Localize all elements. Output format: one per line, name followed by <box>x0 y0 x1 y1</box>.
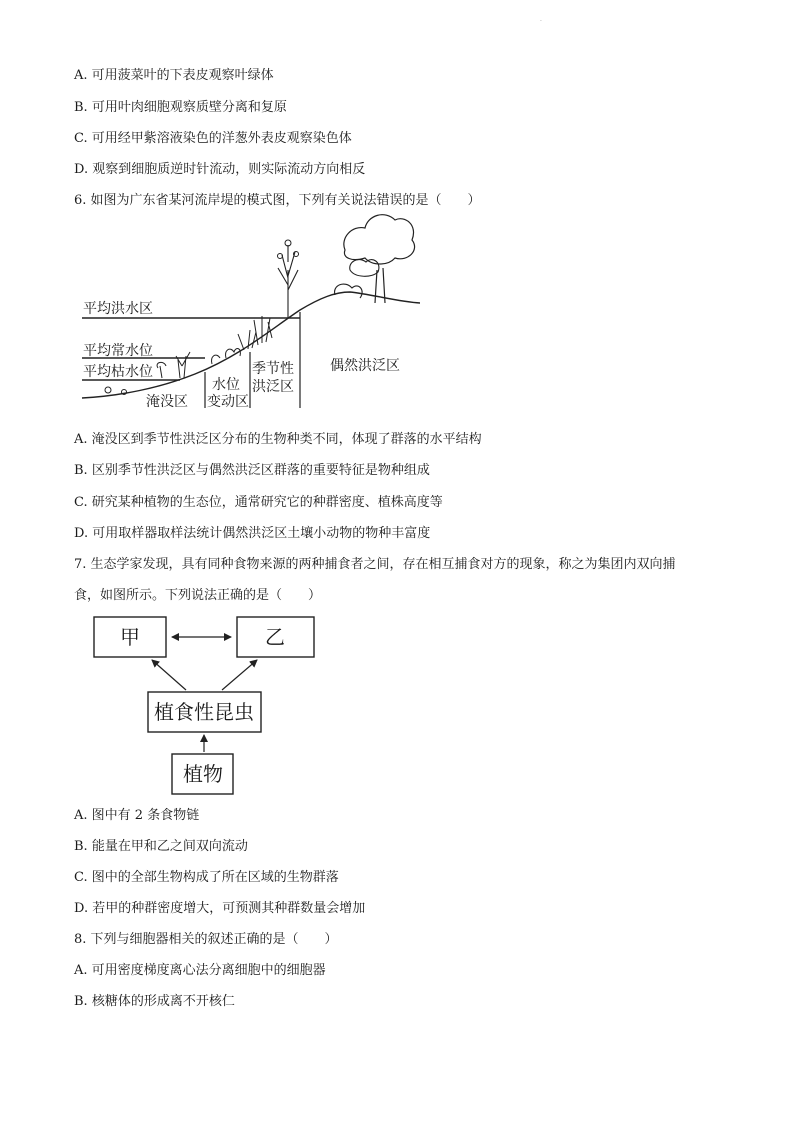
box-insect <box>148 692 261 732</box>
text-yi: 乙 <box>265 625 285 649</box>
q8-stem: 8. 下列与细胞器相关的叙述正确的是（ ） <box>74 932 338 947</box>
q5-option-a: A. 可用菠菜叶的下表皮观察叶绿体 <box>74 68 274 83</box>
text-plant: 植物 <box>183 762 223 786</box>
label-occasional: 偶然洪泛区 <box>330 358 400 374</box>
box-jia <box>94 617 166 657</box>
arrow-insect-yi <box>222 660 257 690</box>
q5-option-c: C. 可用经甲紫溶液染色的洋葱外表皮观察染色体 <box>74 131 352 146</box>
q6-stem: 6. 如图为广东省某河流岸堤的模式图，下列有关说法错误的是（ ） <box>74 193 481 208</box>
q8-option-a: A. 可用密度梯度离心法分离细胞中的细胞器 <box>74 963 326 978</box>
label-water-change-1: 水位 <box>212 377 240 393</box>
arrow-insect-jia <box>152 660 186 690</box>
q6-option-b: B. 区别季节性洪泛区与偶然洪泛区群落的重要特征是物种组成 <box>74 463 430 478</box>
q7-option-d: D. 若甲的种群密度增大，可预测其种群数量会增加 <box>74 901 366 916</box>
label-seasonal-2: 洪泛区 <box>252 379 294 395</box>
q6-option-c: C. 研究某种植物的生态位，通常研究它的种群密度、植株高度等 <box>74 495 443 510</box>
q6-option-d: D. 可用取样器取样法统计偶然洪泛区土壤小动物的物种丰富度 <box>74 526 431 541</box>
q8-option-b: B. 核糖体的形成离不开核仁 <box>74 994 235 1009</box>
label-submerged: 淹没区 <box>146 394 188 410</box>
q5-option-d: D. 观察到细胞质逆时针流动，则实际流动方向相反 <box>74 162 366 177</box>
box-yi <box>237 617 314 657</box>
box-plant <box>172 754 233 794</box>
label-flood-avg: 平均洪水区 <box>83 301 153 317</box>
q7-option-c: C. 图中的全部生物构成了所在区域的生物群落 <box>74 870 339 885</box>
q7-stem-line2: 食，如图所示。下列说法正确的是（ ） <box>74 588 322 603</box>
q7-stem-line1: 7. 生态学家发现，具有同种食物来源的两种捕食者之间，存在相互捕食对方的现象，称之为集团内双向捕 <box>74 557 676 572</box>
text-insect: 植食性昆虫 <box>154 700 254 724</box>
q7-option-b: B. 能量在甲和乙之间双向流动 <box>74 839 248 854</box>
scan-dot: · <box>540 18 542 25</box>
label-seasonal-1: 季节性 <box>252 361 294 377</box>
q5-option-b: B. 可用叶肉细胞观察质壁分离和复原 <box>74 100 287 115</box>
text-jia: 甲 <box>120 625 140 649</box>
label-normal-water: 平均常水位 <box>83 343 153 359</box>
label-dry-water: 平均枯水位 <box>83 364 153 380</box>
q7-option-a: A. 图中有 2 条食物链 <box>74 808 200 823</box>
q6-option-a: A. 淹没区到季节性洪泛区分布的生物种类不同，体现了群落的水平结构 <box>74 432 482 447</box>
label-water-change-2: 变动区 <box>207 394 249 410</box>
